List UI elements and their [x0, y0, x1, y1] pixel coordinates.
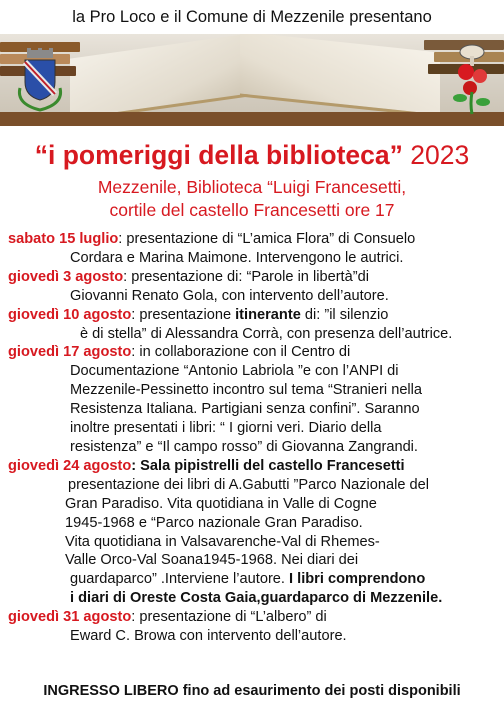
event-text: Cordara e Marina Maimone. Intervengono le autrici. — [70, 249, 404, 266]
event-text: è di stella” di Alessandra Corrà, con presenza dell’autrice. — [80, 325, 453, 342]
event-item — [8, 268, 504, 306]
event-date: sabato 15 luglio — [8, 231, 119, 247]
title-open-quote: “ — [34, 140, 49, 170]
event-item — [8, 230, 504, 268]
event-text: presentazione dei libri di A.Gabutti ”Parco Nazionale del — [68, 476, 429, 493]
event-text-bold: i diari di Oreste Costa Gaia,guardaparco di Mezzenile. — [70, 590, 443, 607]
event-text: resistenza” e “Il campo rosso” di Giovanna Zangrandi. — [70, 438, 418, 455]
event-item — [8, 306, 504, 344]
event-date: giovedì 31 agosto — [8, 609, 132, 626]
event-item — [8, 608, 504, 646]
open-book-right-page — [240, 34, 440, 118]
event-text: Giovanni Renato Gola, con intervento dell’autore. — [70, 287, 389, 304]
title-close-quote: ” — [389, 140, 403, 170]
venue-line: Mezzenile, Biblioteca “Luigi Francesetti, — [97, 177, 407, 197]
free-entry-notice: INGRESSO LIBERO fino ad esaurimento dei posti disponibili — [43, 683, 461, 699]
flower-mascot-icon — [450, 42, 494, 116]
event-text: Eward C. Browa con intervento dell’autore. — [70, 628, 347, 645]
coat-of-arms-icon — [14, 48, 66, 112]
event-list — [8, 230, 504, 646]
event-text: : presentazione di “L’amica Flora” di Consuelo — [118, 231, 416, 247]
library-books-banner — [0, 34, 504, 126]
event-text: inoltre presentati i libri: “ I giorni veri. Diario della — [70, 420, 382, 437]
event-text: : in collaborazione con il Centro di — [131, 344, 351, 361]
title-text: i pomeriggi della biblioteca — [48, 140, 390, 170]
event-text: di: ”il silenzio — [300, 306, 389, 323]
event-date: giovedì 3 agosto — [8, 268, 124, 285]
event-item — [8, 457, 504, 608]
event-text: guardaparco” .Interviene l’autore. — [70, 571, 290, 588]
event-date: giovedì 17 agosto — [8, 344, 132, 361]
event-text: Documentazione “Antonio Labriola ”e con l’ANPI di — [70, 363, 399, 380]
event-text-bold: itinerante — [235, 306, 301, 323]
event-text: Gran Paradiso. Vita quotidiana in Valle di Cogne — [65, 495, 377, 512]
event-text: Vita quotidiana in Valsavarenche-Val di Rhemes- — [65, 533, 380, 550]
event-text: : presentazione di: “Parole in libertà”di — [123, 268, 369, 285]
event-venue: : Sala pipistrelli del castello Francesetti — [131, 457, 405, 474]
event-date: giovedì 10 agosto — [8, 306, 132, 323]
wooden-table — [0, 112, 504, 126]
event-text: : presentazione di “L’albero” di — [131, 609, 327, 626]
event-text-bold: I libri comprendono — [289, 571, 426, 588]
event-text: Valle Orco-Val Soana1945-1968. Nei diari dei — [65, 552, 359, 569]
event-item — [8, 343, 504, 456]
event-text: Mezzenile-Pessinetto incontro sul tema “Stranieri nella — [70, 382, 423, 399]
venue-time-line: cortile del castello Francesetti ore 17 — [109, 200, 395, 220]
open-book-left-page — [70, 34, 250, 122]
event-text: 1945-1968 e “Parco nazionale Gran Paradiso. — [65, 514, 363, 531]
event-text: Resistenza Italiana. Partigiani senza confini”. Saranno — [70, 401, 420, 418]
event-date: giovedì 24 agosto — [8, 457, 132, 474]
event-series-title — [0, 140, 504, 171]
presenters-line: la Pro Loco e il Comune di Mezzenile presentano — [72, 8, 432, 26]
event-text: : presentazione — [131, 306, 236, 323]
title-year: 2023 — [410, 140, 470, 170]
